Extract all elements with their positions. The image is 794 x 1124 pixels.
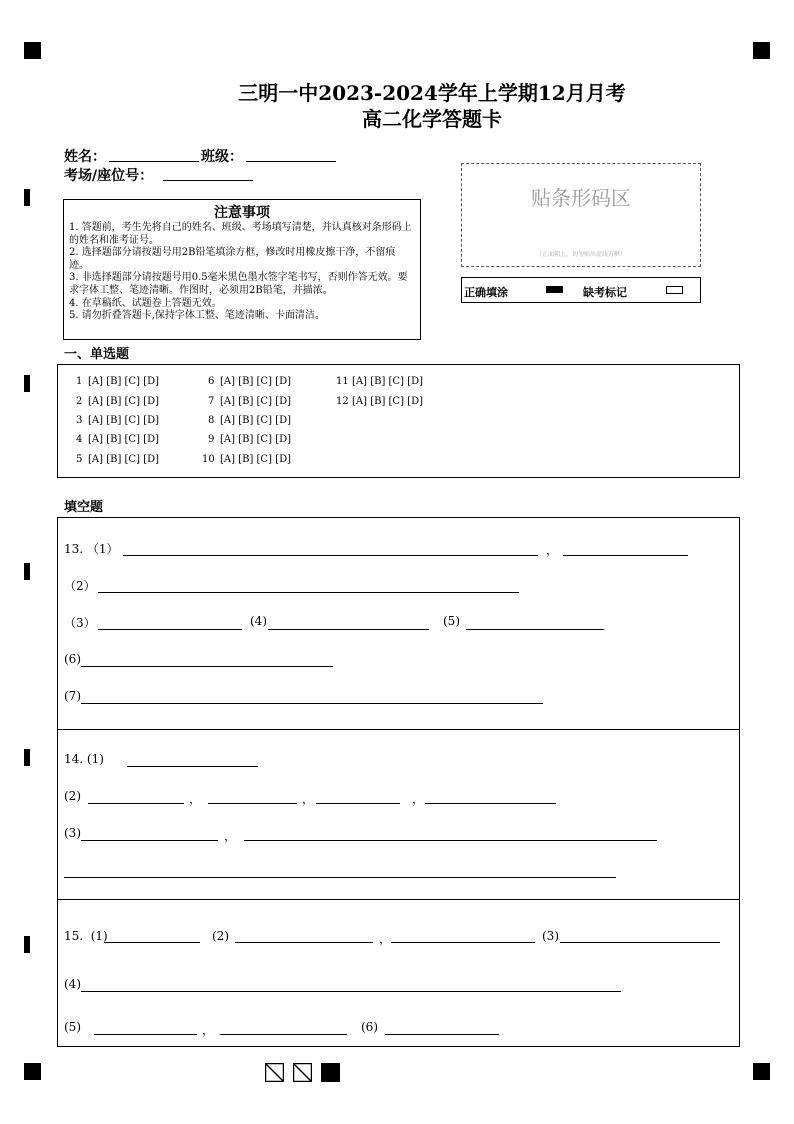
question-number: 7 [208,396,215,407]
barcode-title: 贴条形码区 [531,186,631,210]
question-options[interactable]: [A] [B] [C] [D] [220,376,291,387]
q15-part2-answer-b[interactable] [391,942,535,943]
q14-part2-answer-b[interactable] [208,803,297,804]
q13-part1-label: 13. （1） [64,542,119,556]
fill-legend [461,277,701,303]
q13-part3-answer[interactable] [98,629,242,630]
room-seat-label: 考场/座位号： [64,168,154,184]
question-options[interactable]: [A] [B] [C] [D] [88,434,159,445]
q13-part1-answer-b[interactable] [563,555,688,556]
side-mark [24,375,30,392]
corner-mark-bottom-left [24,1063,41,1080]
q13-part2-answer[interactable] [98,592,519,593]
q15-part2-label: (2) [212,929,229,943]
page-title: 三明一中2023-2024学年上学期12月月考 [238,81,626,105]
notice-item: 3. 非选择题部分请按题号用0.5毫米黑色墨水签字笔书写，否则作答无效。要求字体工整、笔迹清晰。作图时，必须用2B铅笔，并描浓。 [69,272,408,296]
q15-part5-answer-a[interactable] [94,1034,197,1035]
q15-part1-label: 15. (1) [64,929,108,943]
notice-box [63,199,421,340]
question-options[interactable]: [A] [B] [C] [D] [88,396,159,407]
q14-part1-answer[interactable] [127,766,258,767]
q15-part4-label: (4) [64,977,81,991]
question-options[interactable]: [A] [B] [C] [D] [220,454,291,465]
q15-part6-answer[interactable] [385,1034,499,1035]
question-number: 9 [208,434,215,445]
q14-comma: ， [224,829,237,843]
q14-part3-answer-b[interactable] [244,840,657,841]
q13-part5-answer[interactable] [466,629,604,630]
q14-part1-label: 14. (1) [64,752,104,766]
corner-mark-top-left [24,42,41,59]
absent-mark-box[interactable] [666,286,683,294]
q14-comma: ， [412,792,425,806]
question-options[interactable]: [A] [B] [C] [D] [220,396,291,407]
notice-item: 1. 答题前，考生先将自己的姓名、班级、考场填写清楚，并认真核对条形码上的姓名和准考证号。 [69,222,412,246]
question-number: 1 [76,376,83,387]
q15-part3-answer[interactable] [560,942,720,943]
q13-part6-label: (6) [64,652,81,666]
notice-item: 2. 选择题部分请按题号用2B铅笔填涂方框，修改时用橡皮擦干净，不留痕迹。 [69,247,396,271]
q13-part7-answer[interactable] [81,703,543,704]
q13-part7-label: (7) [64,689,81,703]
q15-part1-answer[interactable] [104,942,200,943]
q15-comma: ， [202,1023,215,1037]
q15-part6-label: (6) [361,1020,378,1034]
question-options[interactable]: [A] [B] [C] [D] [352,396,423,407]
room-seat-field[interactable] [163,180,253,181]
q14-part3-label: (3) [64,826,81,840]
question-number: 4 [76,434,83,445]
barcode-note: （正面朝上，切勿贴出虚线方框） [535,251,626,258]
question-number: 6 [208,376,215,387]
q13-part6-answer[interactable] [81,666,333,667]
q15-comma: ， [379,932,392,946]
question-14-box [57,729,740,900]
class-field[interactable] [246,161,336,162]
correct-fill-label: 正确填涂 [464,286,508,299]
absent-mark-label: 缺考标记 [583,286,627,299]
q14-comma: ， [302,792,315,806]
notice-title: 注意事项 [214,205,270,221]
correct-fill-sample [546,286,563,293]
q15-part5-answer-b[interactable] [220,1034,347,1035]
question-number: 8 [208,415,215,426]
page-code-box-hatched-icon [293,1063,312,1082]
notice-item: 4. 在草稿纸、试题卷上答题无效。 [69,297,222,309]
question-options[interactable]: [A] [B] [C] [D] [220,434,291,445]
q14-part2-answer-a[interactable] [88,803,184,804]
q14-part2-answer-c[interactable] [316,803,400,804]
section-title-single-choice: 一、单选题 [64,347,130,362]
question-options[interactable]: [A] [B] [C] [D] [352,376,423,387]
page-code-box-filled-icon [321,1063,340,1082]
side-mark [24,749,30,766]
q13-part5-label: (5) [443,614,460,628]
q15-part5-label: (5) [64,1020,81,1034]
page-subtitle: 高二化学答题卡 [362,107,502,131]
question-options[interactable]: [A] [B] [C] [D] [88,415,159,426]
q15-part4-answer[interactable] [81,991,621,992]
section-title-fill-in: 填空题 [64,500,104,515]
q15-part2-answer-a[interactable] [235,942,373,943]
q14-comma: ， [189,792,202,806]
q13-part1-answer[interactable] [123,555,538,556]
q13-comma: ， [546,543,559,557]
corner-mark-bottom-right [753,1063,770,1080]
page-code-box-hatched-icon [265,1063,284,1082]
question-number: 5 [76,454,83,465]
side-mark [24,936,30,953]
question-number: 11 [336,376,349,387]
question-13-box [57,517,740,730]
question-15-box [57,899,740,1047]
q14-part3-answer-a[interactable] [81,840,218,841]
side-mark [24,189,30,206]
question-options[interactable]: [A] [B] [C] [D] [220,415,291,426]
q13-part4-label: (4) [250,614,267,628]
question-number: 12 [336,396,349,407]
q14-part3-answer-c[interactable] [64,877,616,878]
q14-part2-label: (2) [64,789,81,803]
q13-part2-label: （2） [64,579,96,593]
question-options[interactable]: [A] [B] [C] [D] [88,376,159,387]
side-mark [24,563,30,580]
name-field[interactable] [109,161,199,162]
notice-item: 5. 请勿折叠答题卡,保持字体工整、笔迹清晰、卡面清洁。 [69,310,325,322]
barcode-area [461,163,701,267]
q14-part2-answer-d[interactable] [425,803,556,804]
name-label: 姓名： [64,149,106,165]
question-options[interactable]: [A] [B] [C] [D] [88,454,159,465]
q15-part3-label: (3) [542,929,559,943]
corner-mark-top-right [753,42,770,59]
notice-items [64,222,420,323]
question-number: 2 [76,396,83,407]
question-number: 10 [202,454,215,465]
q13-part4-answer[interactable] [268,629,429,630]
class-label: 班级： [201,149,243,165]
q13-part3-label: （3） [64,616,96,630]
question-number: 3 [76,415,83,426]
